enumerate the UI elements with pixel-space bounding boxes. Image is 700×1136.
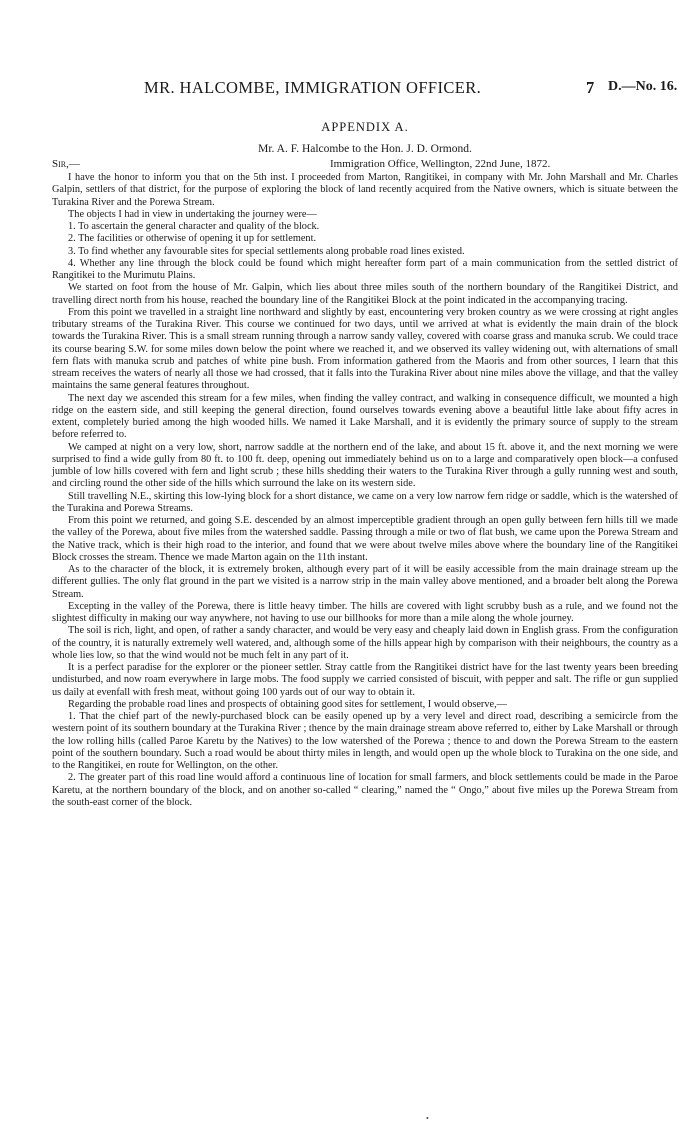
body-paragraph: 2. The greater part of this road line would afford a continuous line of location for small farmers, and block settlements could be made in the Paroe Karetu, at the northern boundary of the block, and on another so-called “ clearing,” named the “ Ongo,” about five miles up the Porewa Stream from the south-east corner of the block.	[52, 772, 678, 808]
body-paragraph: The objects I had in view in undertaking the journey were—	[68, 208, 317, 220]
list-item: 3. To find whether any favourable sites for special settlements along probable road lines existed.	[68, 245, 465, 257]
body-paragraph: It is a perfect paradise for the explorer or the pioneer settler. Stray cattle from the Rangitikei district have for the last twenty years been breeding undisturbed, and now roam everywhere in large mobs. The food supply we carried consisted of biscuit, with pepper and salt. The rifle or gun supplied us daily at evenfall with fresh meat, without going 100 yards out of our way to obtain it.	[52, 662, 678, 698]
page-header	[52, 78, 678, 100]
salutation: Sir,—	[52, 158, 80, 170]
body-paragraph: From this point we travelled in a straight line northward and slightly by east, encountering very broken country as we were crossing at right angles tributary streams of the Turakina River. This course we continued for two days, until we arrived at what is evidently the main drain of the block towards the Turakina River. This is a small stream running through a narrow sandy valley, covered with coarse grass and manuka scrub. We could trace its course bearing S.W. for some miles down below the point where we reached it, and we observed its valley widening out, with alternations of small fern flats with manuka scrub and patches of white pine bush. From information gathered from the Maoris and from other sources, I learn that this stream receives the waters of nearly all those we had crossed, that it falls into the Turakina River about nine miles above the village, and that the valley maintains the same general features throughout.	[52, 306, 678, 392]
body-paragraph: I have the honor to inform you that on the 5th inst. I proceeded from Marton, Rangitikei, in company with Mr. John Marshall and Mr. Charles Galpin, settlers of that district, for the purpose of exploring the block of land recently acquired from the Native owners, which is situate between the Turakina River and the Porewa Stream.	[52, 172, 678, 208]
body-paragraph: 4. Whether any line through the block could be found which might hereafter form part of a main communication from the settled district of Rangitikei to the Murimutu Plains.	[52, 257, 678, 281]
letter-address-line: Mr. A. F. Halcombe to the Hon. J. D. Ormond.	[258, 143, 472, 155]
body-paragraph: Excepting in the valley of the Porewa, there is little heavy timber. The hills are covered with light scrubby bush as a rule, and we found not the slightest difficulty in making our way anywhere, not having to use our billhooks for more than a mile along the whole journey.	[52, 600, 678, 624]
body-paragraph: From this point we returned, and going S.E. descended by an almost imperceptible gradient through an open gully between fern hills till we made the valley of the Porewa, about five miles from the watershed saddle. Passing through a mile or two of flat bush, we came upon the Porewa Stream and the Native track, which is their high road to the interior, and found that we were about twelve miles above where the boundary line of the Rangitikei Block crosses the stream. Thence we made Marton again on the 11th instant.	[52, 515, 678, 563]
document-page	[52, 78, 678, 809]
print-mark: •	[426, 1114, 429, 1123]
body-paragraph: As to the character of the block, it is extremely broken, although every part of it will be easily accessible from the main drainage stream up the different gullies. The only flat ground in the part we visited is a narrow strip in the main valley above mentioned, and a broader belt along the Porewa Stream.	[52, 564, 678, 600]
appendix-heading: APPENDIX A.	[321, 120, 409, 134]
document-reference: D.—No. 16.	[608, 79, 678, 94]
salutation-row	[52, 158, 678, 172]
body-paragraph: We started on foot from the house of Mr. Galpin, which lies about three miles south of the northern boundary of the Rangitikei District, and travelling direct north from his house, reached the boundary line of the Rangitikei Block at the point indicated in the accompanying tracing.	[52, 282, 678, 306]
body-paragraph: 1. That the chief part of the newly-purchased block can be easily opened up by a very level and direct road, describing a semicircle from the western point of its southern boundary at the Turakina River ; thence by the main drainage stream above referred to, either by Lake Marshall or through the low rolling hills (called Paroe Karetu by the Natives) to the low watershed of the Porewa ; thence to and down the Porewa Stream to the eastern point of the southern boundary. Such a road would be about thirty miles in length, and would open up the whole block to Turakina on the one side, and to the Rangitikei, en route for Wellington, on the other.	[52, 711, 678, 771]
letter-body	[52, 172, 678, 809]
body-paragraph: Regarding the probable road lines and prospects of obtaining good sites for settlement, I would observe,—	[68, 698, 507, 710]
list-item: 2. The facilities or otherwise of opening it up for settlement.	[68, 233, 317, 245]
list-item: 1. To ascertain the general character and quality of the block.	[68, 221, 320, 232]
body-paragraph: Still travelling N.E., skirting this low-lying block for a short distance, we came on a very low narrow fern ridge or saddle, which is the watershed of the Turakina and Porewa Streams.	[52, 490, 678, 514]
page-number: 7	[586, 78, 595, 97]
body-paragraph: The next day we ascended this stream for a few miles, when finding the valley contract, and walking in consequence difficult, we mounted a high ridge on the eastern side, and still keeping the general direction, found ourselves towards evening above a beautiful little lake about fifty acres in extent, completely buried among the high wooded hills. We named it Lake Marshall, and it is evidently the primary source of supply to the stream before referred to.	[52, 392, 678, 441]
place-and-date: Immigration Office, Wellington, 22nd June, 1872.	[330, 158, 551, 170]
body-paragraph: The soil is rich, light, and open, of rather a sandy character, and would be very easy and cheaply laid down in English grass. From the configuration of the country, it is naturally extremely well watered, and, although some of the hills appear high by comparison with their neighbours, the country as a whole lies low, so that the wind would not be much felt in any part of it.	[52, 625, 678, 661]
running-title: MR. HALCOMBE, IMMIGRATION OFFICER.	[144, 78, 482, 97]
body-paragraph: We camped at night on a very low, short, narrow saddle at the northern end of the lake, and about 15 ft. above it, and the next morning we were surprised to find a wide gully from 80 ft. to 100 ft. deep, opening out immediately behind us on to a large and comparatively open block—a confused jumble of low hills covered with fern and light scrub ; these hills shedding their waters to the Turakina River through a gully running west and south, and circling round the other side of the hills which surround the lake on its western side.	[52, 441, 678, 490]
